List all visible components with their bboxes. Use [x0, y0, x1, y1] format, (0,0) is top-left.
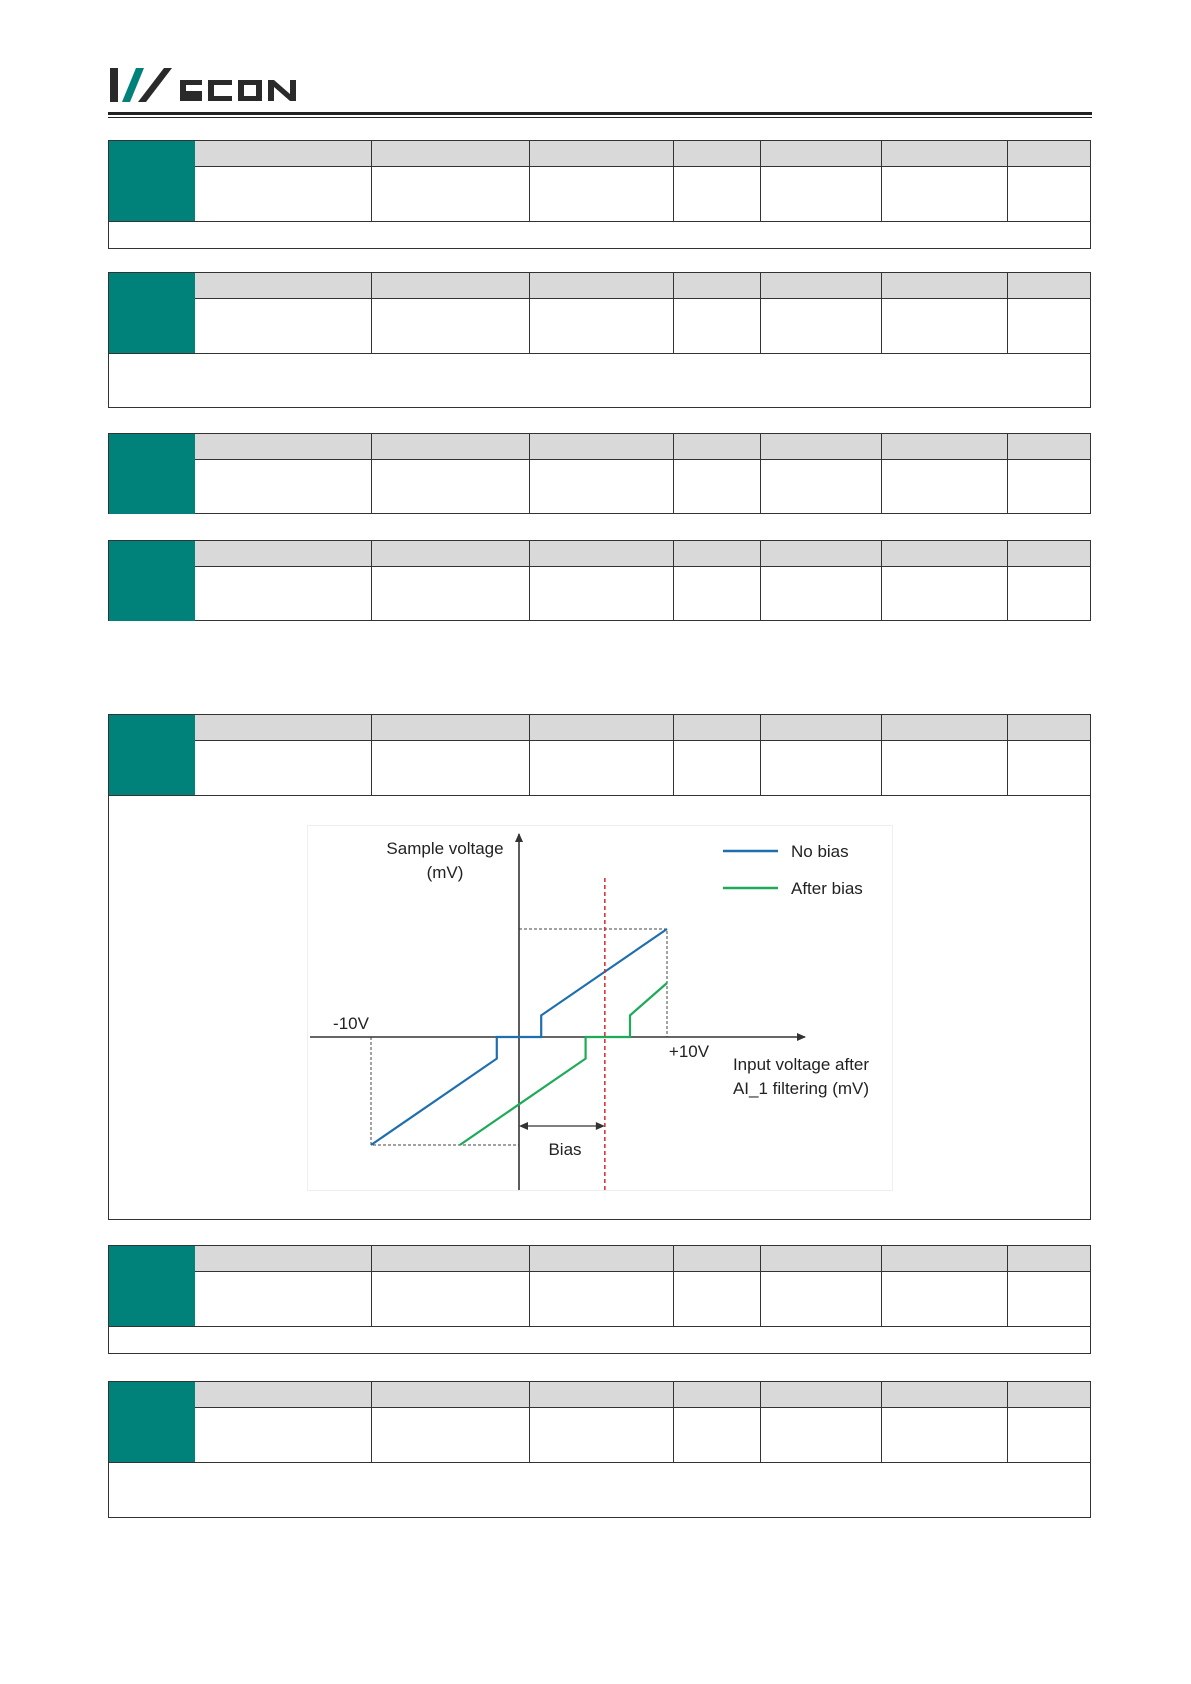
parameter-code-cell	[109, 715, 195, 795]
bias-arrow-right-head	[596, 1122, 605, 1130]
parameter-code-cell	[109, 434, 195, 514]
parameter-code-cell	[109, 1382, 195, 1462]
header-rule-thin	[108, 117, 1092, 118]
table-header-row	[195, 141, 1090, 167]
parameter-code-cell	[109, 273, 195, 353]
parameter-code-cell	[109, 141, 195, 221]
parameter-table	[108, 433, 1091, 514]
legend-label-no-bias: No bias	[791, 842, 849, 861]
table-header-row	[195, 541, 1090, 567]
table-row	[195, 167, 1090, 221]
parameter-code-cell	[109, 541, 195, 621]
table-header-row	[195, 273, 1090, 299]
table-row	[195, 1408, 1090, 1462]
y-axis-unit-label: (mV)	[426, 863, 464, 882]
table-row	[195, 460, 1090, 514]
parameter-table	[108, 272, 1091, 408]
header-rule-thick	[108, 112, 1092, 115]
table-row	[195, 299, 1090, 353]
parameter-table	[108, 540, 1091, 621]
table-header-row	[195, 715, 1090, 741]
table-header-row	[195, 1382, 1090, 1408]
table-header-row	[195, 1246, 1090, 1272]
x-max-tick-label: +10V	[668, 1042, 710, 1061]
x-axis-unit-label: AI_1 filtering (mV)	[732, 1079, 870, 1098]
bias-chart-svg	[308, 826, 894, 1192]
parameter-table	[108, 140, 1091, 249]
legend-label-after-bias: After bias	[791, 879, 863, 898]
table-row	[195, 1272, 1090, 1326]
parameter-table	[108, 1381, 1091, 1518]
table-row	[195, 567, 1090, 621]
x-min-tick-label: -10V	[333, 1014, 369, 1033]
x-axis-label: Input voltage after	[732, 1055, 870, 1074]
bias-annotation: Bias	[548, 1140, 582, 1159]
table-row	[195, 741, 1090, 795]
bias-chart	[307, 825, 893, 1191]
bias-arrow-left-head	[519, 1122, 528, 1130]
table-header-row	[195, 434, 1090, 460]
parameter-code-cell	[109, 1246, 195, 1326]
wecon-logo	[108, 64, 318, 106]
parameter-table	[108, 1245, 1091, 1354]
y-axis-label: Sample voltage	[386, 839, 504, 858]
